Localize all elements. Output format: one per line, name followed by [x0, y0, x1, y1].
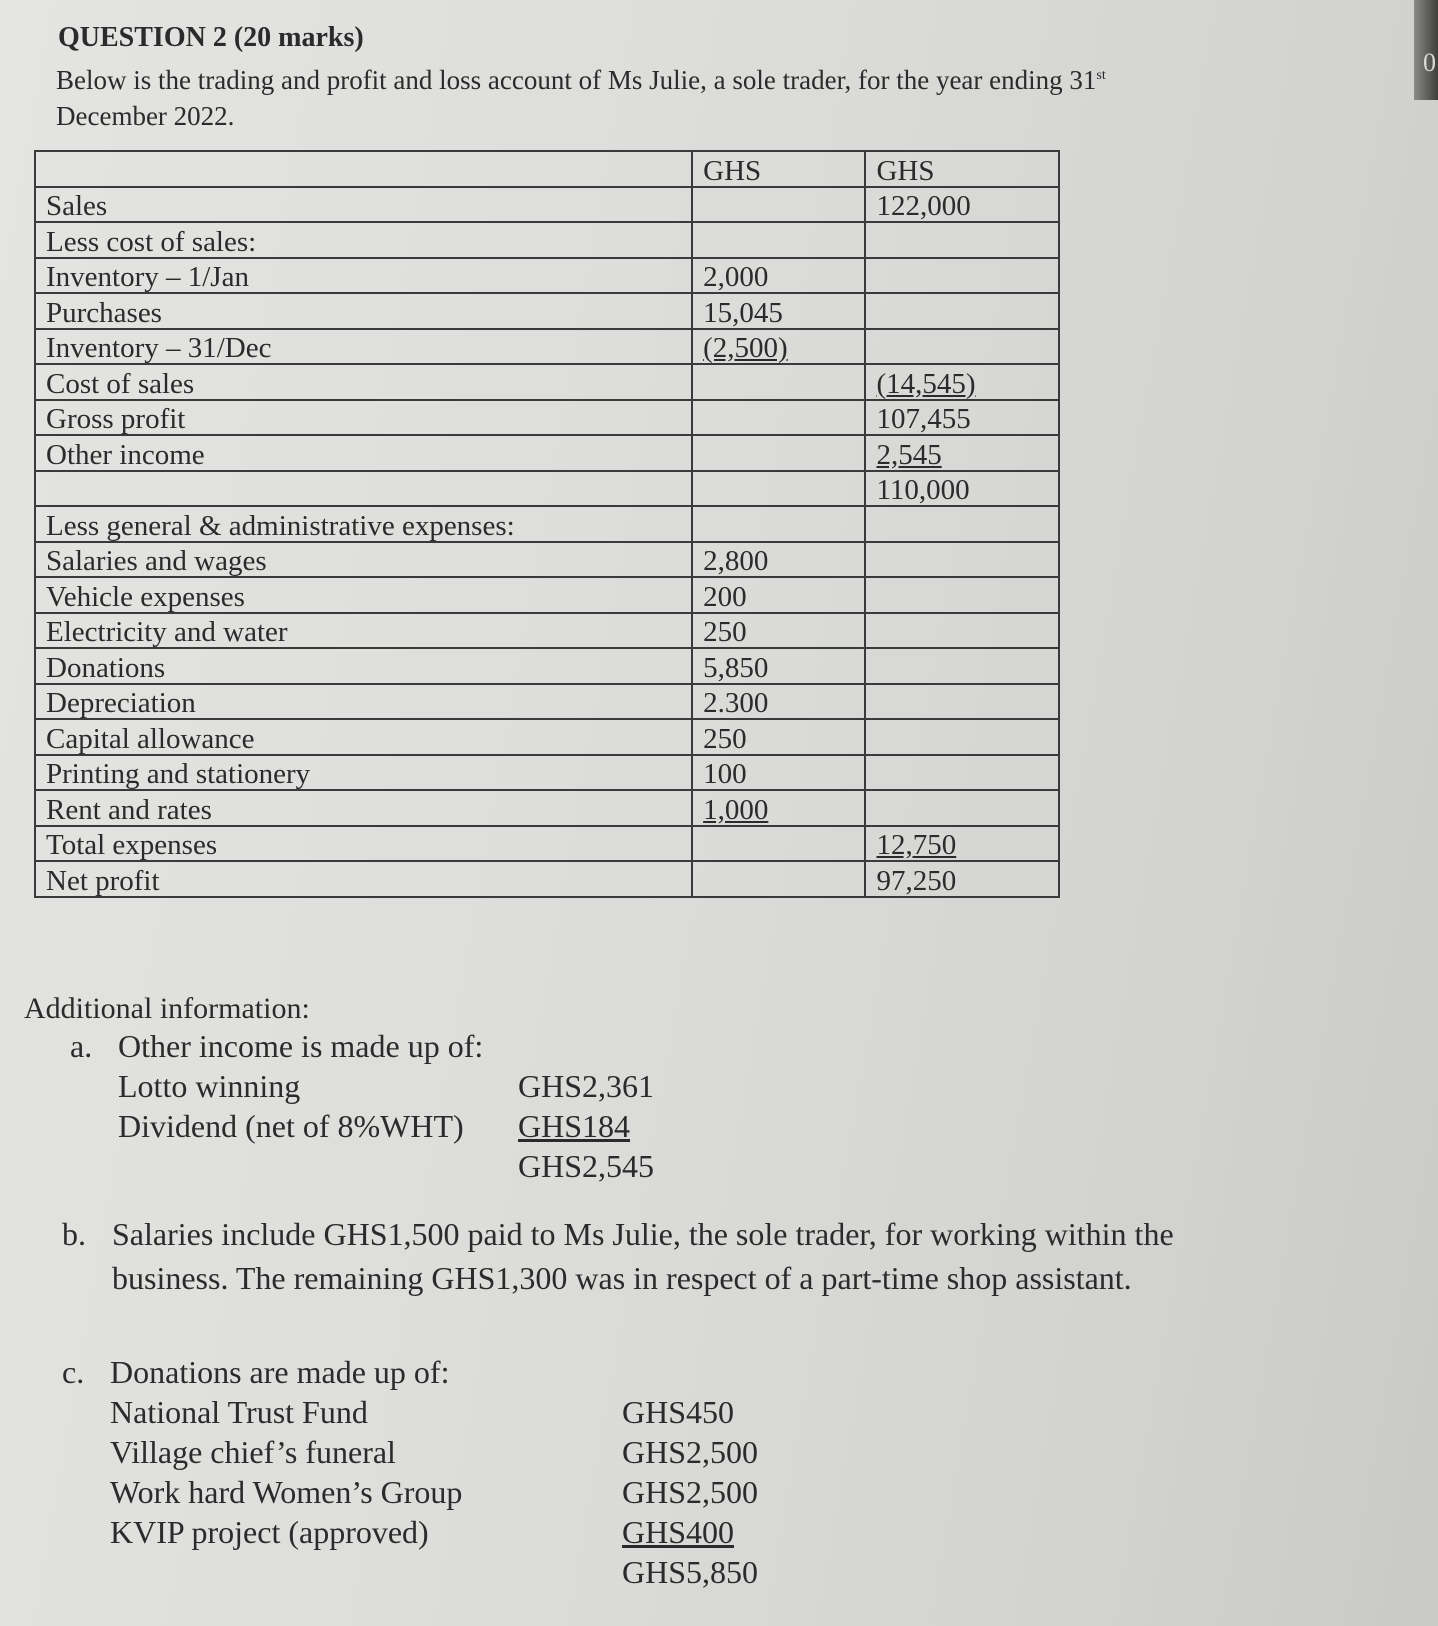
- list-item: [70, 1066, 710, 1106]
- row-col1: 100: [692, 755, 865, 791]
- note-c-heading-row: [62, 1352, 782, 1392]
- row-col1: 2,800: [692, 542, 865, 578]
- row-col1: [692, 222, 865, 258]
- row-label: Electricity and water: [35, 613, 692, 649]
- item-label: Dividend (net of 8%WHT): [118, 1108, 464, 1144]
- row-col1: 15,045: [692, 293, 865, 329]
- row-label: Vehicle expenses: [35, 577, 692, 613]
- note-b-text: Salaries include GHS1,500 paid to Ms Julie, the sole trader, for working within the business. The remaining GHS1,300 was in respect of a part-time shop assistant.: [112, 1216, 1174, 1296]
- row-label: [35, 471, 692, 507]
- row-col1: 2,000: [692, 258, 865, 294]
- row-label: Purchases: [35, 293, 692, 329]
- row-col1: [692, 364, 865, 400]
- note-a-total: GHS2,545: [518, 1148, 655, 1184]
- row-label: Other income: [35, 435, 692, 471]
- note-b-letter: b.: [62, 1216, 86, 1252]
- row-col2: [865, 684, 1059, 720]
- row-label: Capital allowance: [35, 719, 692, 755]
- table-row: [35, 755, 1059, 791]
- row-col1: [692, 471, 865, 507]
- item-label: National Trust Fund: [110, 1394, 368, 1430]
- question-intro: [56, 58, 1176, 134]
- item-amount: GHS400: [622, 1514, 735, 1550]
- table-row: [35, 293, 1059, 329]
- list-item: [62, 1512, 782, 1552]
- total-row: [70, 1146, 710, 1186]
- row-col2: [865, 719, 1059, 755]
- table-row: [35, 826, 1059, 862]
- table-row: [35, 719, 1059, 755]
- item-amount: GHS2,361: [518, 1068, 655, 1104]
- account-table: [34, 150, 1060, 898]
- header-ghs-2: GHS: [865, 151, 1059, 187]
- item-label: Lotto winning: [118, 1068, 301, 1104]
- list-item: [62, 1472, 782, 1512]
- intro-text-end: December 2022.: [56, 101, 235, 131]
- row-col2: [865, 293, 1059, 329]
- note-a-heading: Other income is made up of:: [118, 1028, 484, 1064]
- row-label: Total expenses: [35, 826, 692, 862]
- row-label: Less general & administrative expenses:: [35, 506, 692, 542]
- intro-text: Below is the trading and profit and loss account of Ms Julie, a sole trader, for the year ending 31: [56, 65, 1097, 95]
- total-row: [62, 1552, 782, 1592]
- row-col1: 5,850: [692, 648, 865, 684]
- table-row: [35, 684, 1059, 720]
- list-item: [70, 1106, 710, 1146]
- row-col2: [865, 790, 1059, 826]
- row-label: Donations: [35, 648, 692, 684]
- row-col1: [692, 861, 865, 897]
- row-col2: [865, 577, 1059, 613]
- row-label: Rent and rates: [35, 790, 692, 826]
- table-row: [35, 400, 1059, 436]
- table-row: [35, 187, 1059, 223]
- row-col1: 250: [692, 613, 865, 649]
- table-row: [35, 861, 1059, 897]
- row-col2: [865, 613, 1059, 649]
- item-label: KVIP project (approved): [110, 1514, 429, 1550]
- table-row: [35, 435, 1059, 471]
- row-label: Cost of sales: [35, 364, 692, 400]
- question-title: QUESTION 2 (20 marks): [58, 22, 364, 53]
- row-col1: [692, 400, 865, 436]
- table-header-row: [35, 151, 1059, 187]
- item-amount: GHS184: [518, 1108, 631, 1144]
- row-col1: 250: [692, 719, 865, 755]
- intro-superscript: st: [1096, 68, 1106, 83]
- row-label: Less cost of sales:: [35, 222, 692, 258]
- row-col2: [865, 755, 1059, 791]
- note-c-total: GHS5,850: [622, 1554, 759, 1590]
- table-row: [35, 364, 1059, 400]
- header-ghs-1: GHS: [692, 151, 865, 187]
- row-col1: 2.300: [692, 684, 865, 720]
- table-row: [35, 648, 1059, 684]
- note-a-letter: a.: [70, 1028, 93, 1064]
- row-col1: [692, 435, 865, 471]
- table-row: [35, 329, 1059, 365]
- row-col2: [865, 506, 1059, 542]
- row-col1: (2,500): [692, 329, 865, 365]
- row-col2: [865, 648, 1059, 684]
- row-label: Inventory – 1/Jan: [35, 258, 692, 294]
- row-col2: 122,000: [865, 187, 1059, 223]
- table-row: [35, 506, 1059, 542]
- row-col2: 2,545: [865, 435, 1059, 471]
- list-item: [62, 1432, 782, 1472]
- table-row: [35, 222, 1059, 258]
- row-label: Printing and stationery: [35, 755, 692, 791]
- row-col2: [865, 542, 1059, 578]
- note-a: [70, 1026, 710, 1186]
- row-label: Net profit: [35, 861, 692, 897]
- table-row: [35, 471, 1059, 507]
- list-item: [62, 1392, 782, 1432]
- row-col2: 107,455: [865, 400, 1059, 436]
- row-col2: (14,545): [865, 364, 1059, 400]
- item-amount: GHS450: [622, 1394, 735, 1430]
- item-amount: GHS2,500: [622, 1434, 759, 1470]
- row-col1: 200: [692, 577, 865, 613]
- row-col2: [865, 329, 1059, 365]
- edge-glyph: 0: [1423, 48, 1436, 77]
- page-edge-shadow: [1414, 0, 1438, 100]
- row-col2: 110,000: [865, 471, 1059, 507]
- table-row: [35, 613, 1059, 649]
- row-col2: 12,750: [865, 826, 1059, 862]
- row-label: Gross profit: [35, 400, 692, 436]
- note-c-heading: Donations are made up of:: [110, 1354, 450, 1390]
- header-label: [35, 151, 692, 187]
- row-col1: [692, 187, 865, 223]
- row-label: Salaries and wages: [35, 542, 692, 578]
- note-b: [62, 1212, 1272, 1300]
- row-label: Sales: [35, 187, 692, 223]
- item-label: Work hard Women’s Group: [110, 1474, 463, 1510]
- note-c: [62, 1352, 782, 1592]
- row-label: Depreciation: [35, 684, 692, 720]
- table-row: [35, 258, 1059, 294]
- row-col2: 97,250: [865, 861, 1059, 897]
- row-label: Inventory – 31/Dec: [35, 329, 692, 365]
- row-col2: [865, 258, 1059, 294]
- item-label: Village chief’s funeral: [110, 1434, 396, 1470]
- row-col1: [692, 506, 865, 542]
- table-row: [35, 577, 1059, 613]
- note-c-letter: c.: [62, 1354, 85, 1390]
- row-col1: [692, 826, 865, 862]
- item-amount: GHS2,500: [622, 1474, 759, 1510]
- row-col1: 1,000: [692, 790, 865, 826]
- row-col2: [865, 222, 1059, 258]
- note-a-heading-row: [70, 1026, 710, 1066]
- table-row: [35, 542, 1059, 578]
- additional-info-heading: Additional information:: [24, 992, 310, 1025]
- table-row: [35, 790, 1059, 826]
